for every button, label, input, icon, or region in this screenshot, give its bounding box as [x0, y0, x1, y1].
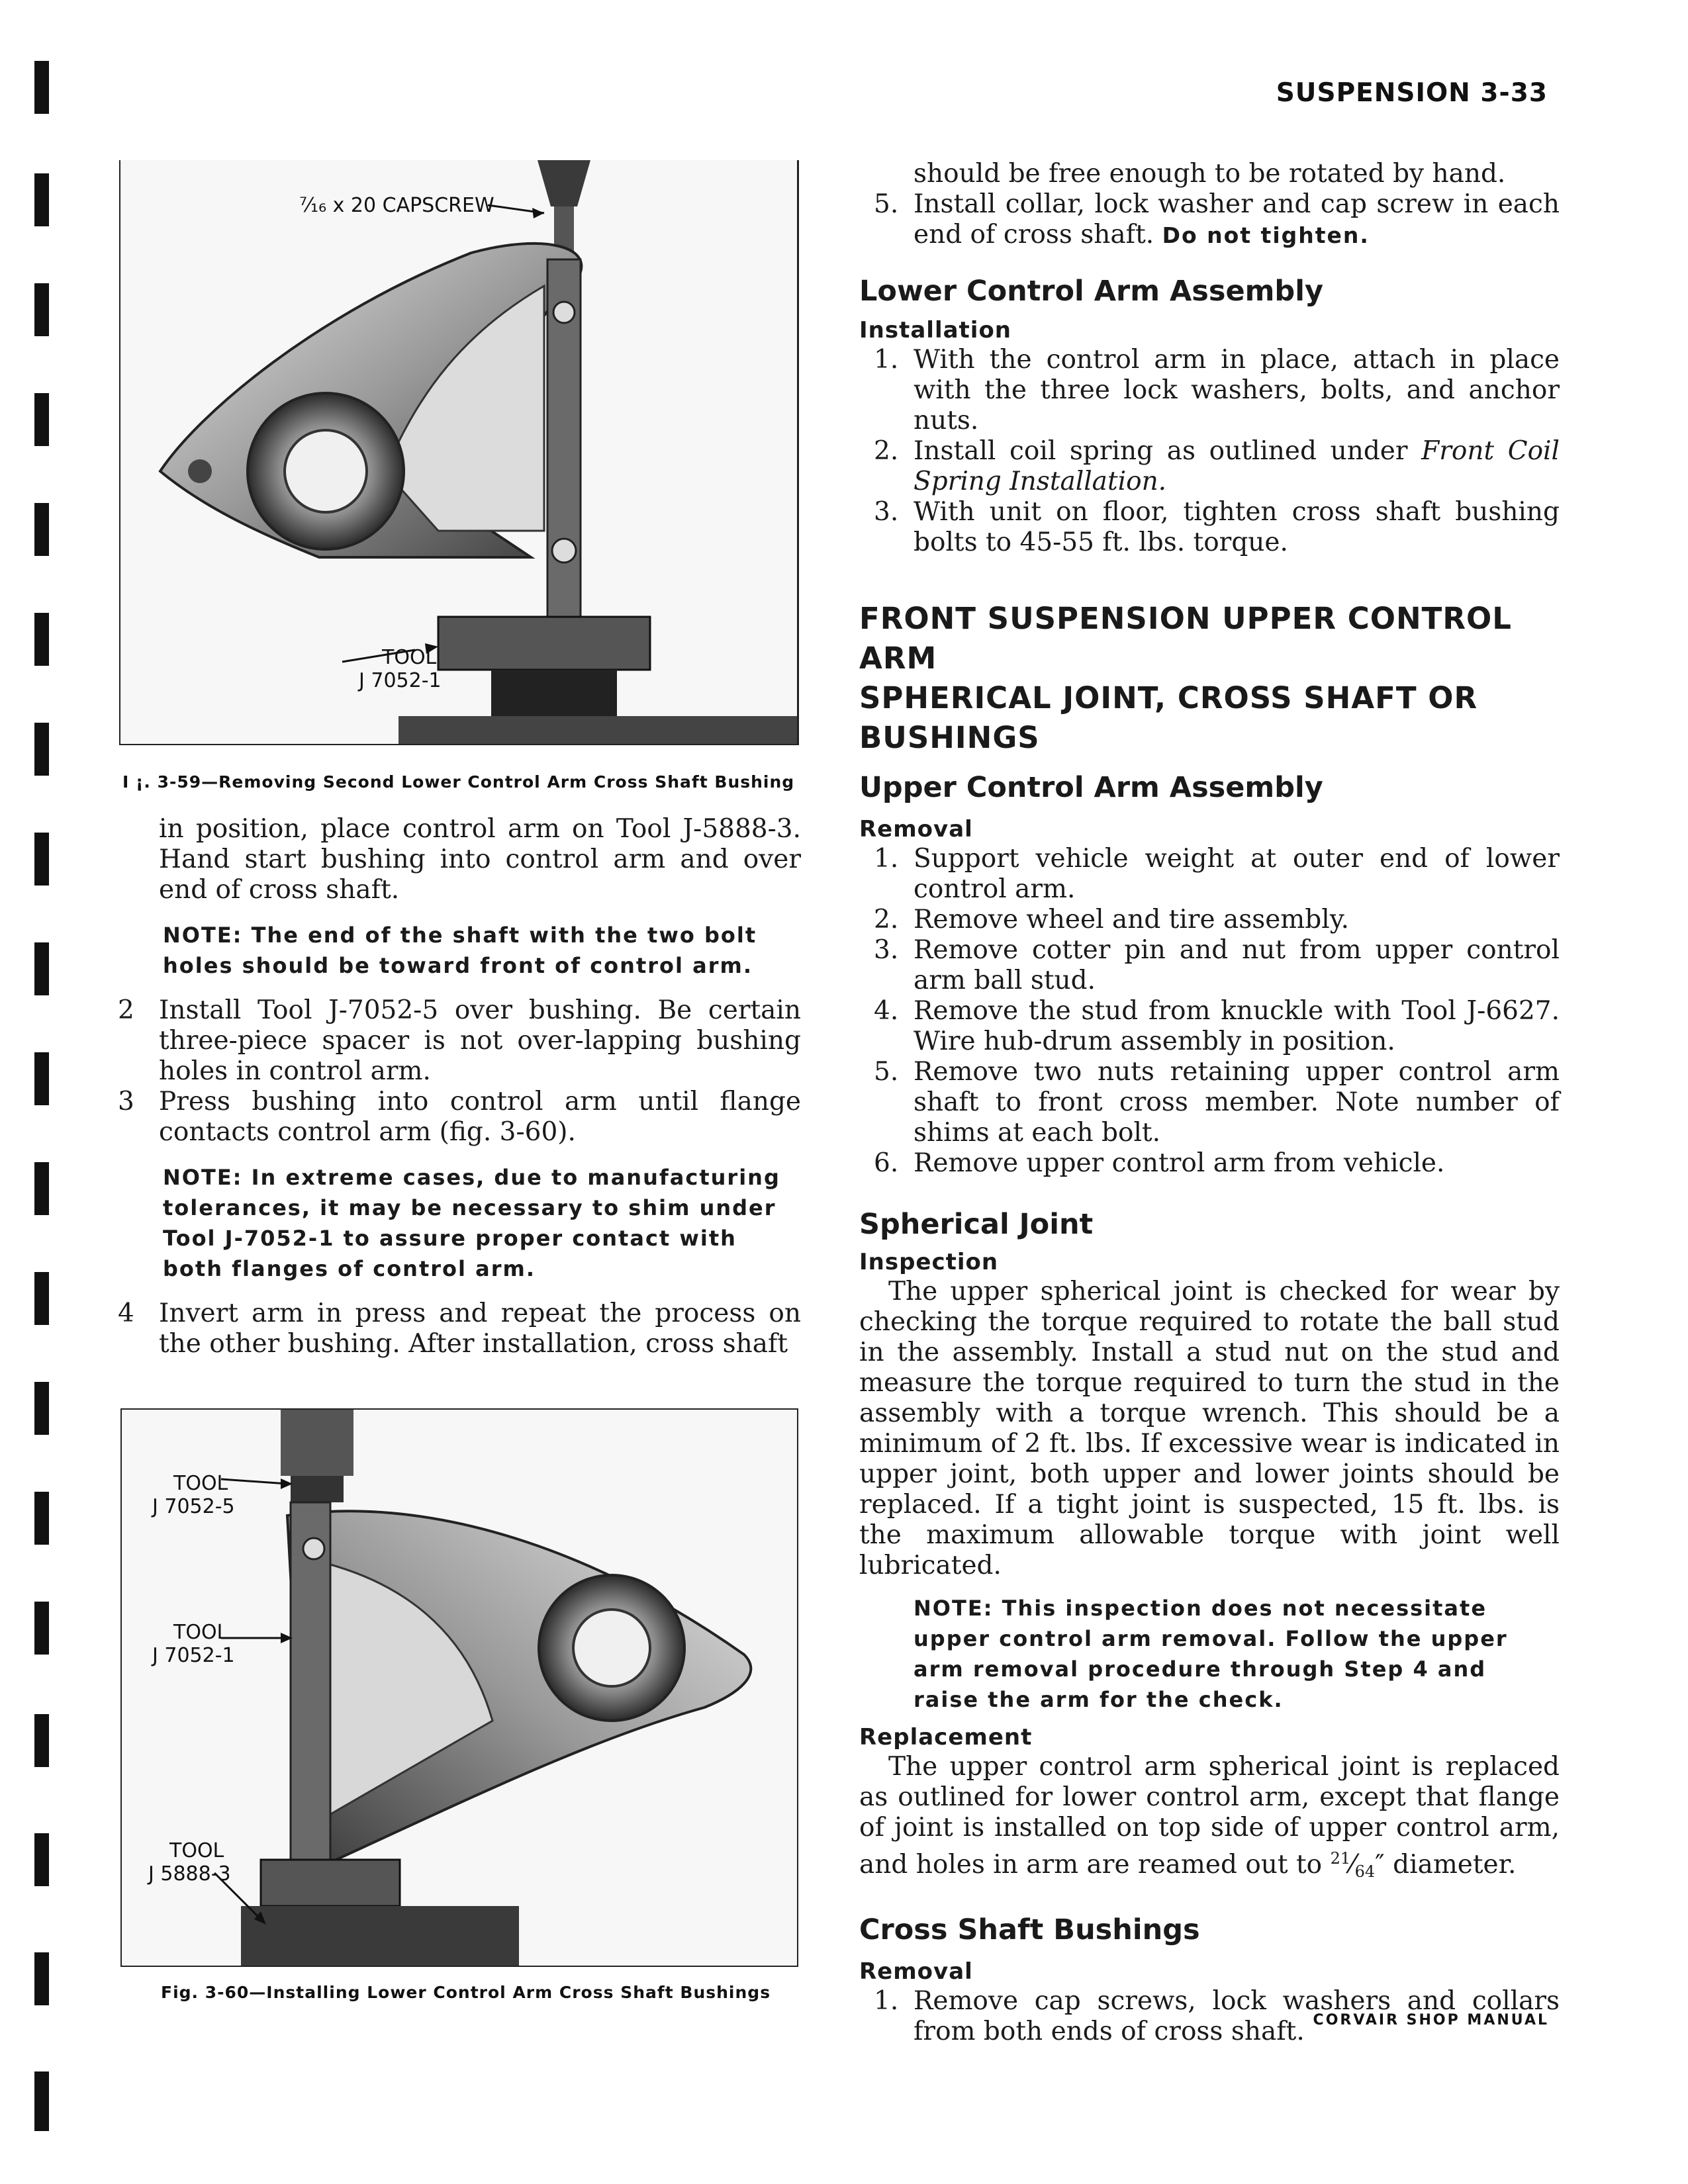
step-number: 6. — [874, 1148, 899, 1178]
list-item — [859, 436, 1560, 497]
step-text: Support vehicle weight at outer end of lower control arm. — [914, 844, 1560, 904]
binding-mark — [34, 833, 49, 886]
tool-label: TOOL — [382, 646, 437, 669]
left-step-list — [113, 995, 801, 1148]
binding-mark — [34, 1833, 49, 1886]
binding-margin — [0, 0, 60, 2184]
binding-mark — [34, 283, 49, 336]
binding-mark — [34, 723, 49, 776]
step-text: Press bushing into control arm until flange contacts control arm (fig. 3-60). — [159, 1087, 801, 1147]
tool-number-label: J 7052-1 — [152, 1644, 235, 1667]
replacement-heading: Replacement — [859, 1724, 1033, 1751]
removal-heading-2: Removal — [859, 1958, 973, 1985]
binding-mark — [34, 1714, 49, 1767]
binding-mark — [34, 1952, 49, 2005]
step-number: 2. — [874, 905, 899, 934]
left-step-list-2 — [113, 1298, 801, 1359]
spherical-joint-heading: Spherical Joint — [859, 1208, 1094, 1241]
note-bolt-holes: NOTE: The end of the shaft with the two bolt holes should be toward front of control arm. — [163, 923, 757, 978]
step-text: With unit on floor, tighten cross shaft bushing bolts to 45-55 ft. lbs. torque. — [914, 497, 1560, 557]
list-item — [113, 1298, 801, 1359]
list-item — [859, 345, 1560, 436]
step-number: 4 — [118, 1298, 134, 1328]
control-arm-press-illustration — [120, 160, 797, 744]
fraction-numerator: 21 — [1330, 1849, 1351, 1868]
capscrew-label: ⁷⁄₁₆ x 20 CAPSCREW — [299, 194, 494, 217]
step-number: 5. — [874, 189, 899, 219]
cross-shaft-bushings-heading: Cross Shaft Bushings — [859, 1913, 1200, 1946]
figure-3-60-caption: Fig. 3-60—Installing Lower Control Arm Cross Shaft Bushings — [161, 1983, 771, 2002]
step-text: Remove the stud from knuckle with Tool J-6627. Wire hub-drum assembly in position. — [914, 996, 1560, 1056]
step-text: Remove cap screws, lock washers and collars from both ends of cross shaft. — [914, 1986, 1560, 2046]
note-manufacturing-tolerances: NOTE: In extreme cases, due to manufacturing tolerances, it may be necessary to shim under Tool J-7052-1 to assure proper contact with both flanges of control arm. — [163, 1165, 780, 1281]
binding-mark — [34, 393, 49, 446]
list-item — [859, 935, 1560, 996]
binding-mark — [34, 503, 49, 556]
left-column — [113, 814, 801, 1359]
step-number: 1. — [874, 844, 899, 874]
tool-label: TOOL — [169, 1839, 224, 1862]
inspection-note: NOTE: This inspection does not necessitate upper control arm removal. Follow the upper arm removal procedure through Step 4 and raise the arm for the check. — [914, 1596, 1508, 1712]
right-column — [859, 159, 1560, 2047]
removal-heading: Removal — [859, 816, 973, 842]
figure-3-60 — [120, 1408, 798, 1967]
step-text: Install coil spring as outlined under — [914, 436, 1408, 466]
running-head: SUSPENSION 3-33 — [1276, 78, 1548, 108]
binding-mark — [34, 1052, 49, 1105]
step-reference: Front Coil Spring Installation. — [914, 436, 1560, 496]
inspection-paragraph: The upper spherical joint is checked for wear by checking the torque required to rotate the ball stud in the assembly. Install a stud nut on the stud and measure the torque required to turn the stud in the assembly with a torque wrench. This should be a minimum of 2 ft. lbs. If excessive wear is indicated in upper joint, both upper and lower joints should be replaced. If a tight joint is suspected, 15 ft. lbs. is the maximum allowable torque with joint well lubricated. — [859, 1277, 1560, 1580]
fraction-denominator: 64 — [1354, 1862, 1376, 1881]
step-emphasis: Do not tighten. — [1162, 222, 1370, 248]
step-number: 3 — [118, 1087, 134, 1116]
binding-mark — [34, 61, 49, 114]
installation-list — [859, 345, 1560, 558]
list-item — [113, 995, 801, 1087]
step-number: 3. — [874, 935, 899, 965]
list-item — [859, 844, 1560, 905]
step-number: 2. — [874, 436, 899, 466]
step-text: Remove wheel and tire assembly. — [914, 905, 1349, 934]
tool-number-label: J 5888-3 — [148, 1862, 231, 1886]
step-text: Remove two nuts retaining upper control arm shaft to front cross member. Note number of shims at each bolt. — [914, 1057, 1560, 1148]
replacement-tail: ″ diameter. — [1375, 1850, 1517, 1880]
step-number: 1. — [874, 1986, 899, 2016]
list-item — [859, 189, 1560, 251]
lower-control-arm-heading: Lower Control Arm Assembly — [859, 275, 1323, 308]
binding-mark — [34, 1272, 49, 1325]
tool-number-label: J 7052-5 — [152, 1495, 235, 1518]
step-text: Remove cotter pin and nut from upper control arm ball stud. — [914, 935, 1560, 995]
step-five-list — [859, 189, 1560, 251]
installation-heading: Installation — [859, 317, 1012, 343]
step-text: Install Tool J-7052-5 over bushing. Be certain three-piece spacer is not over-lapping bushing holes in control arm. — [159, 995, 801, 1086]
tool-label: TOOL — [173, 1621, 228, 1644]
step-text: Install collar, lock washer and cap screw in each end of cross shaft. — [914, 189, 1560, 250]
removal-list — [859, 844, 1560, 1179]
inspection-heading: Inspection — [859, 1249, 999, 1275]
list-item — [859, 1148, 1560, 1179]
upper-control-arm-heading: Upper Control Arm Assembly — [859, 771, 1323, 804]
step-text: Remove upper control arm from vehicle. — [914, 1148, 1445, 1178]
binding-mark — [34, 1492, 49, 1545]
list-item — [859, 1057, 1560, 1148]
step-number: 3. — [874, 497, 899, 527]
footer-manual-title: CORVAIR SHOP MANUAL — [1313, 2012, 1549, 2028]
binding-mark — [34, 2071, 49, 2131]
list-item — [859, 905, 1560, 935]
binding-mark — [34, 942, 49, 995]
binding-mark — [34, 613, 49, 666]
step-number: 4. — [874, 996, 899, 1026]
step-text: Invert arm in press and repeat the process on the other bushing. After installation, cross shaft — [159, 1298, 801, 1359]
tool-label: TOOL — [173, 1472, 228, 1495]
binding-mark — [34, 1602, 49, 1655]
binding-mark — [34, 1382, 49, 1435]
replacement-paragraph: The upper control arm spherical joint is replaced as outlined for lower control arm, except that flange of joint is installed on top side of upper control arm, and holes in arm are reamed out to $^{21}⁄_{64}''$ diameter. — [859, 1752, 1560, 1881]
binding-mark — [34, 173, 49, 226]
list-item — [859, 497, 1560, 558]
list-item — [113, 1087, 801, 1148]
section-heading-line-2: SPHERICAL JOINT, CROSS SHAFT OR BUSHINGS — [859, 680, 1478, 755]
binding-mark — [34, 1162, 49, 1215]
list-item — [859, 996, 1560, 1057]
continued-paragraph: in position, place control arm on Tool J-5888-3. Hand start bushing into control arm and over end of cross shaft. — [159, 814, 801, 905]
figure-3-59-caption: I ¡. 3-59—Removing Second Lower Control Arm Cross Shaft Bushing — [122, 772, 795, 792]
step-number: 5. — [874, 1057, 899, 1087]
figure-3-59 — [119, 160, 799, 745]
step-number: 1. — [874, 345, 899, 375]
section-heading-line-1: FRONT SUSPENSION UPPER CONTROL ARM — [859, 601, 1512, 676]
step-text: With the control arm in place, attach in place with the three lock washers, bolts, and anchor nuts. — [914, 345, 1560, 435]
replacement-text: The upper control arm spherical joint is replaced as outlined for lower control arm, except that flange of joint is installed on top side of upper control arm, and holes in arm are reamed out to — [859, 1752, 1560, 1880]
continued-line: should be free enough to be rotated by hand. — [914, 159, 1506, 189]
step-number: 2 — [118, 995, 134, 1025]
tool-number-label: J 7052-1 — [359, 669, 442, 692]
